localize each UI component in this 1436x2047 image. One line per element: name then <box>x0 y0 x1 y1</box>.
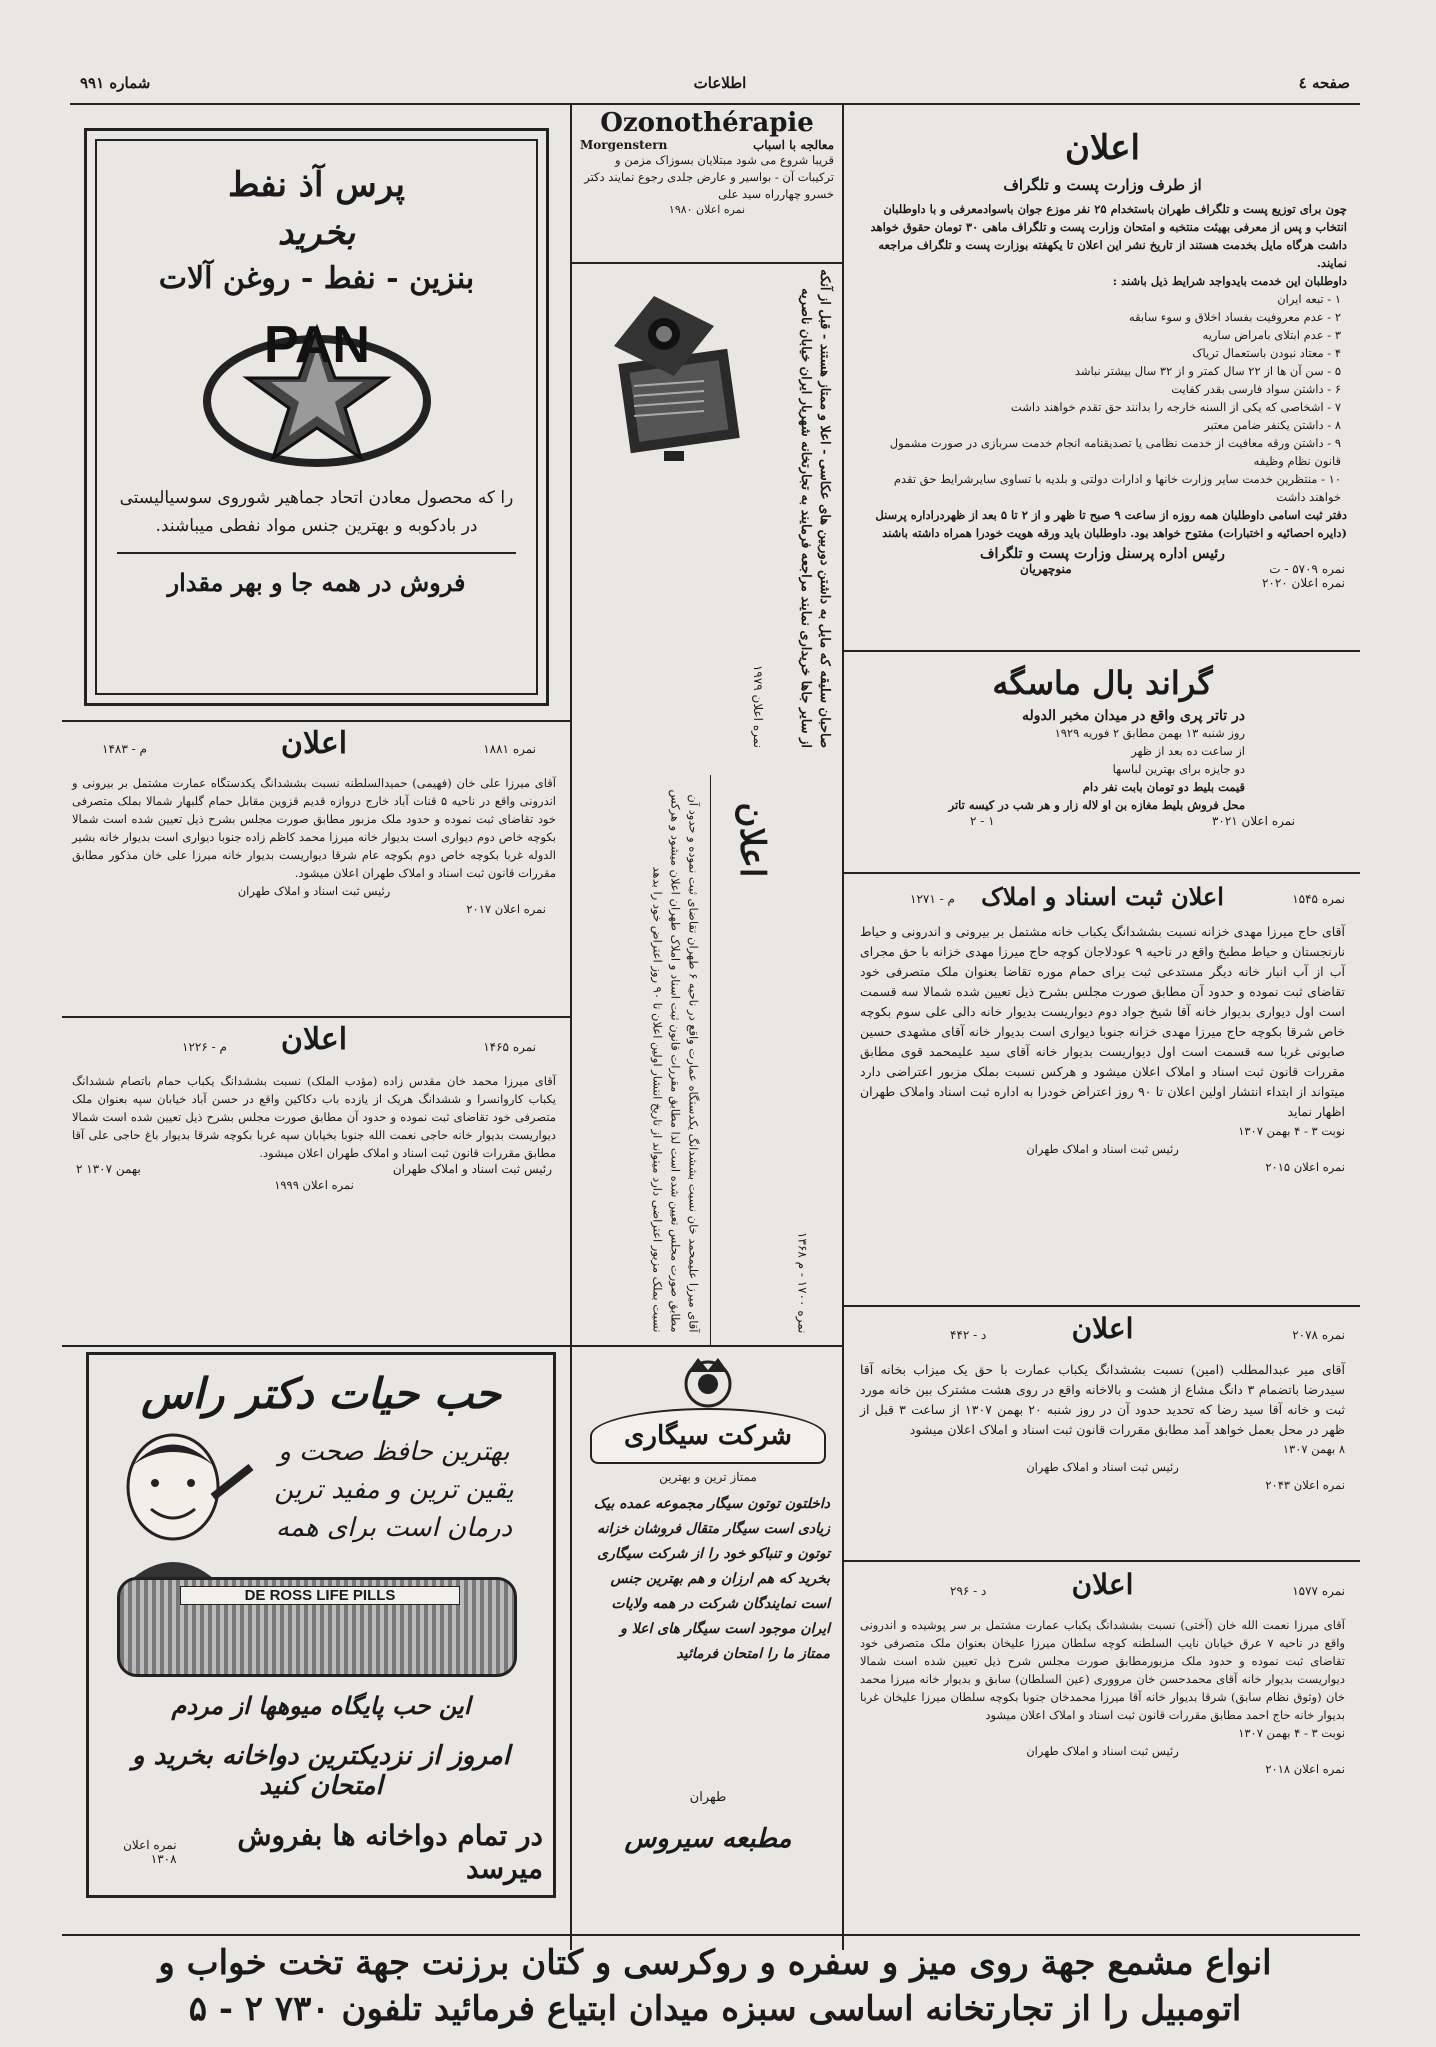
ad-number: نمره ۱۵۷۷ <box>1292 1584 1345 1598</box>
pills-tagline <box>259 1433 529 1547</box>
rule <box>62 1345 570 1347</box>
ad-title: اعلان <box>1071 1312 1134 1345</box>
registry-ad-1577 <box>850 1568 1355 1938</box>
pills-line2: یقین ترین و مفید ترین <box>274 1475 514 1505</box>
ball-date: روز شنبه ۱۳ بهمن مطابق ۲ فوریه ۱۹۲۹ <box>1054 726 1245 740</box>
ad-code: م - ۱۲۲۶ <box>182 1040 227 1054</box>
folding-camera-illustration <box>594 286 754 476</box>
ad-date: نوبت ۳ - ۴ بهمن ۱۳۰۷ <box>1238 1726 1345 1740</box>
condition-item: ۵ - سن آن ها از ۲۲ سال کمتر و از ۳۲ سال بیشتر نباشد <box>1074 364 1341 378</box>
condition-item: ۹ - داشتن ورقه معافیت از خدمت نظامی یا تصدیقنامه انجام خدمت سربازی در صورت مشمول قانون نظام وظیفه <box>889 436 1341 468</box>
ad-notice-number: نمره اعلان ۲۰۱۵ <box>1265 1160 1345 1174</box>
pan-ad-frame <box>84 128 549 706</box>
pan-line3: بنزین - نفط - روغن آلات <box>158 261 475 296</box>
mid-divider <box>710 775 711 1345</box>
pills-box-illustration <box>117 1577 517 1677</box>
ball-time: از ساعت ده بعد از ظهر <box>1131 744 1245 758</box>
ad-signature: رئیس ثبت اسناد و املاک طهران <box>392 1162 552 1176</box>
cigarette-banner: شرکت سیگاری <box>590 1408 826 1464</box>
ad-number: نمره ۱۵۴۵ <box>1292 892 1345 906</box>
pan-line4: را که محصول معادن اتحاد جماهیر شوروی سوسیالیستی <box>119 488 514 508</box>
postal-ref: نمره ۵۷۰۹ - ت <box>1269 562 1345 576</box>
ad-body: آقای حاج میرزا مهدی خزانه نسبت بششدانگ یکباب خانه مشتمل بر بیرونی و اندرونی و حیاط نارنجستان و حیاط مطبخ واقع در ناحیه ۹ عودلاجان کوچه حاج میرزا مهدی خزانه با حق مجرای آب از آب انبار خانه دیگر مستدعی ثبت برای حمام موره تقاضا بعنوان ملک متصرفی خود تقاضای ثبت نموده و حدود آن مطابق صورت مجلس بشرح ذیل تعیین شده شمالا سه قسمت است اول دیواری بدیوار خانه آقا شیخ جواد دوم دیواریست بدیوار خانه دالی علی سوم بکوچه خاص شرقا بکوچه حاج میرزا مهدی خزانه جنوبا دیواری است بدیوار خانه آقای مشهدی حسین صابونی غربا سه قسمت است اول دیواریست بدیوار خانه آقای سید علیمحمد قوی مطابق مقررات قانون ثبت اسناد و املاک اعلان میشود و هرکس نسبت بملک مزبور اعتراضی دارد میتواند از ابتداء انتشار اولین اعلان تا ۹۰ روز اعتراض خودرا به اداره ثبت اسناد واملاک طهران اظهار نماید <box>860 924 1345 1119</box>
vertical-ad-left <box>576 778 708 1343</box>
bottom-line1: انواع مشمع جهة روی میز و سفره و روکرسی و کتان برزنت جهة تخت خواب و <box>158 1943 1272 1983</box>
ad-notice-number: نمره اعلان ۲۰۴۳ <box>1265 1478 1345 1492</box>
pills-title: حب حیات دکتر راس <box>141 1369 501 1418</box>
rule <box>62 1016 570 1018</box>
ozone-ad-number: نمره اعلان ۱۹۸۰ <box>668 203 746 216</box>
registry-ad-2078 <box>850 1312 1355 1557</box>
condition-item: ۲ - عدم معروفیت بفساد اخلاق و سوء سابقه <box>1128 310 1341 324</box>
cigarette-subtitle: ممتاز ترین و بهترین <box>659 1470 757 1484</box>
ad-code: م - ۱۴۸۳ <box>102 742 147 756</box>
cigarette-body: داخلتون توتون سیگار مجموعه عمده بیک زیادی است سیگار متقال فروشان خزانه توتون و تنباکو خود را از شرکت سیگاری بخرید که هم ارزان و هم بهترین جنس است نمایندگان شرکت در همه ولایات ایران موجود است سیگار های اعلا و ممتاز ما را امتحان فرمائید <box>593 1496 830 1662</box>
ad-title: اعلان ثبت اسناد و املاک <box>981 882 1224 911</box>
ball-ticket-price: قیمت بلیط دو تومان بابت نفر دام <box>1082 780 1245 794</box>
rule <box>572 262 842 264</box>
registry-ad-1881 <box>62 726 566 976</box>
rule <box>844 1560 1360 1562</box>
vertical-wrap-a <box>576 778 708 1343</box>
ozone-subtitle: معالجه با اسباب <box>752 138 834 152</box>
man-portrait-illustration <box>103 1427 253 1587</box>
ad-signature: رئیس ثبت اسناد و املاک طهران <box>1026 1460 1179 1474</box>
ozone-title: Ozonothérapie <box>600 108 814 138</box>
ad-code: م - ۱۲۷۱ <box>910 892 955 906</box>
rule <box>844 650 1360 652</box>
camera-text: صاحبان سلیقه که مایل به داشتن دوربین های عکاسی - اعلا و ممتاز هستند - قبل از آنکه از سایر جاها خریداری نمایند مراجعه فرمایند به تجارتخانه شهریار ایران خیابان ناصریه <box>798 269 832 748</box>
ball-title: گراند بال ماسگه <box>992 664 1213 702</box>
ad-notice-number: نمره اعلان ۱۹۹۹ <box>274 1178 354 1192</box>
pills-box-label: DE ROSS LIFE PILLS <box>180 1586 460 1605</box>
postal-conditions <box>850 290 1355 506</box>
condition-item: ۸ - داشتن یکنفر ضامن معتبر <box>1204 418 1341 432</box>
pan-ad-inner <box>95 139 538 695</box>
ozone-body: قریبا شروع می شود مبتلایان بسوزاک مزمن و ترکیبات آن - بواسیر و عارض جلدی رجوع نمایند دکتر خسرو چهارراه سید علی <box>584 153 834 201</box>
ad-body: آقای میرزا علی خان (فهیمی) حمیدالسلطنه نسبت بششدانگ یکدستگاه عمارت مشتمل بر بیرونی و اندرونی واقع در ناحیه ۵ قنات آباد خارج دروازه قدیم قزوین مقابل حمام گلبهار شمالا بملک متصرفی خود تقاضای ثبت نموده و حدود ملک مزبور مطابق صورت مجلس بشرح ذیل تعیین شده است شمالا بکوچه خاص دوم دیواری است بدیوار خانه میرزا محمد کاظم زاده جنوبا دیواری است بدیوار خانه بشیر الدوله غربا بکوچه خاص دوم بکوچه عام شرقا دیواریست بدیوار خانه میرزا علی خان مذکور مطابق مقررات قانون ثبت اسناد و املاک طهران اعلان میشود. <box>72 776 557 880</box>
pan-line5: در بادکوبه و بهترین جنس مواد نفطی میباشند. <box>155 516 478 536</box>
vertical-wrap-b <box>714 778 772 1343</box>
camera-ad <box>576 268 838 768</box>
ad-date: نوبت ۳ - ۴ بهمن ۱۳۰۷ <box>1238 1124 1345 1138</box>
ad-code: د - ۲۹۶ <box>950 1584 987 1598</box>
bottom-rule <box>62 1934 1360 1936</box>
condition-item: ۶ - داشتن سواد فارسی بقدر کفایت <box>1171 382 1341 396</box>
ad-body: آقای میرزا محمد خان مقدس زاده (مؤدب الملک) نسبت بششدانگ یکباب حمام باتصام ششدانگ یکباب کاروانسرا و ششدانگ هریک از یازده باب دکاکین واقع در حسن آباد خیابان سپه بعنوان ملک متصرفی خود تقاضای ثبت نموده و حدود آن مطابق صورت مجلس بشرح ذیل تعیین شده است شمالا دیواریست بدیوار خانه حاجی نعمت الله جنوبا بخیابان سپه غربا بکوچه شرقا بدیوار باغ حاجی علی آقا مطابق مقررات قانون ثبت اسناد و املاک طهران اعلان میشود. <box>72 1074 556 1160</box>
ad-title: اعلان <box>280 1022 348 1057</box>
ad-body: آقای میر عبدالمطلب (امین) نسبت بششدانگ یکباب عمارت با حق یک میزاب بخانه آقا سیدرضا باتضمام ۳ دانگ مشاع از هشت و بالاخانه واقع در روی هشت مشترک بین خانه مورد ثبت و خانه آقا سید رضا که تحدید حدود آن در روز شنبه ۲۰ بهمن ۱۳۰۷ از ساعت ۳ قبل از ظهر در محل بعمل خواهد آمد مطابق مقررات قانون ثبت اسناد و املاک اعلان میشود <box>860 1362 1345 1437</box>
vertical-ad-right <box>714 778 838 1343</box>
postal-closing: دفتر ثبت اسامی داوطلبان همه روزه از ساعت ۹ صبح تا ظهر و از ۲ تا ۵ بعد از ظهردراداره پرسنل (دایره احصائیه و اختبارات) مفتوح خواهد بود. داوطلبان باید ورقه هویت خودرا همراه داشته باشند <box>875 508 1347 540</box>
ad-number: نمره ۲۰۷۸ <box>1292 1328 1345 1342</box>
ball-prizes: دو جایزه برای بهترین لباسها <box>1112 762 1245 776</box>
newspaper-title: اطلاعات <box>693 74 747 92</box>
ad-date: ۲ بهمن ۱۳۰۷ <box>76 1162 141 1176</box>
postal-intro: چون برای توزیع پست و تلگراف طهران باستخدام ۲۵ نفر موزع جوان باسوادمعرفی و با داوطلبان انتخاب و پس از معرفی بهیئت منتخبه و امتحان وزارت پست و تلگراف ماهی ۳۰ تومان حقوق خواهد داشت هرگاه مایل بخدمت هستند از تاریخ نشر این اعلان تا یکهفته بوزارت پست و تلگراف مراجعه نمایند. <box>870 202 1347 270</box>
ball-ticket-sale: محل فروش بلیط مغازه بن او لاله زار و هر شب در کیسه تاتر <box>948 798 1245 812</box>
condition-item: ۷ - اشخاصی که یکی از السنه خارجه را بدانند حق تقدم خواهند داشت <box>1010 400 1341 414</box>
ball-ref: ۲ - ۱ <box>970 814 995 828</box>
column-rule-right <box>842 105 844 1950</box>
bottom-banner <box>70 1940 1360 2032</box>
page-number: صفحه ٤ <box>1298 74 1350 92</box>
condition-item: ۴ - معتاد نبودن باستعمال تریاک <box>1192 346 1341 360</box>
registry-ad-1545 <box>850 880 1355 1300</box>
pills-ad-number: نمره اعلان ۱۳۰۸ <box>123 1838 177 1866</box>
cigarette-ad <box>580 1352 836 1912</box>
ad-number: نمره ۱۴۶۵ <box>483 1040 536 1054</box>
pan-line6: فروش در همه جا و بهر مقدار <box>167 568 466 597</box>
ad-notice-number: نمره اعلان ۲۰۱۸ <box>1265 1762 1345 1776</box>
pan-divider <box>117 552 516 554</box>
pan-line1: پرس آذ نفط <box>228 165 405 205</box>
ball-venue: در تاتر پری واقع در میدان مخبر الدوله <box>1021 708 1245 724</box>
postal-sign-name: منوچهریان <box>1020 562 1072 576</box>
cigarette-sign: طهران <box>689 1790 727 1805</box>
pan-logo-text: PAN <box>263 316 370 374</box>
rule <box>572 1345 842 1347</box>
pills-ad-frame <box>86 1352 556 1898</box>
ad-date: ۸ بهمن ۱۳۰۷ <box>1282 1442 1345 1456</box>
pan-line2: بخرید <box>277 213 356 253</box>
bottom-line2: اتومبیل را از تجارتخانه اساسی سبزه میدان ابتیاع فرمائید تلفون ۷۳۰ ۲ - ۵ <box>188 1989 1242 2029</box>
vertical-ad-text: آقای میرزا علیمحمد خان نسبت بششدانگ یکدستگاه عمارت واقع در ناحیه ۶ طهران تقاضای ثبت نموده و حدود آن مطابق صورت مجلس تعیین شده است لذا مطابق مقررات قانون ثبت اسناد و املاک طهران اعلان میشود و هرکس نسبت بملک مزبور اعتراضی دارد میتواند از تاریخ انتشار اولین اعلان تا ۹۰ روز اعتراض خود را بدهد <box>650 789 701 1333</box>
ad-signature: رئیس ثبت اسناد و املاک طهران <box>1026 1142 1179 1156</box>
postal-title: اعلان <box>1065 128 1140 168</box>
cigarette-footer: مطبعه سیروس <box>624 1824 792 1854</box>
camera-ad-number: نمره اعلان ۱۹۷۹ <box>751 664 765 748</box>
postal-conditions-head: داوطلبان این خدمت بایدواجد شرایط ذیل باشند : <box>1112 274 1347 288</box>
ad-signature: رئیس ثبت اسناد و املاک طهران <box>1026 1744 1179 1758</box>
header-rule <box>70 103 1360 105</box>
ozone-subtitle-latin: Morgenstern <box>580 138 668 152</box>
condition-item: ۱۰ - منتظرین خدمت سایر وزارت خانها و ادارات دولتی و بلدیه با تساوی سایرشرایط حق تقدم خواهند داشت <box>893 472 1341 504</box>
vertical-ad-number: نمره ۱۷۰۰ - م ۱۳۶۸ <box>795 1232 810 1334</box>
rule <box>844 1305 1360 1307</box>
pills-footer-row <box>99 1819 543 1885</box>
column-rule-left <box>570 105 572 1950</box>
crown-emblem-icon <box>658 1352 758 1412</box>
pills-line3: درمان است برای همه <box>275 1513 513 1543</box>
ball-ad <box>850 658 1355 868</box>
ozonotherapie-ad <box>576 108 838 278</box>
rule <box>844 872 1360 874</box>
postal-ad-number: نمره اعلان ۲۰۲۰ <box>1261 576 1345 590</box>
ball-ad-number: نمره اعلان ۳۰۲۱ <box>1211 814 1295 828</box>
ad-signature: رئیس ثبت اسناد و املاک طهران <box>237 884 391 898</box>
condition-item: ۱ - تبعه ایران <box>1277 292 1341 306</box>
pills-line4: این حب پایگاه میوهها از مردم <box>171 1691 471 1720</box>
postal-signature: رئیس اداره پرسنل وزارت پست و تلگراف <box>980 546 1225 562</box>
postal-ad <box>850 110 1355 650</box>
vertical-ad-title: اعلان <box>732 802 772 878</box>
postal-subtitle: از طرف وزارت پست و تلگراف <box>1003 176 1202 194</box>
pills-line1: بهترین حافظ صحت و <box>278 1437 510 1467</box>
ad-notice-number: نمره اعلان ۲۰۱۷ <box>466 902 546 916</box>
pan-star-logo <box>187 306 447 476</box>
ad-body: آقای میرزا نعمت الله خان (آختی) نسبت بششدانگ یکباب عمارت مشتمل بر سر پوشیده و اندرونی واقع در ناحیه ۷ عرق خیابان نایب السلطنه کوچه سلطان میرزا علیخان بعنوان ملک متصرفی خود تقاضای ثبت نموده و حدود ملک مزبورمطابق صورت مجلس شرح ذیل تعیین شده است شمالا دیواریست بدیوار خانه آقای محمدحسن خان مرووری (عین السلطان) سابق و بدیوار خانه میرزا محمد خان (وثوق نظام سابق) شرقا بدیوار خانه آقا میرزا محمدخان جنوبا بکوچه سلطان میرزا علیخان غربا بدیوار خانه حاج احمد مطابق مقررات قانون ثبت اسناد و املاک اعلان میشود <box>860 1618 1345 1722</box>
camera-vertical-text <box>766 268 836 758</box>
registry-ad-1465 <box>62 1022 566 1342</box>
ad-title: اعلان <box>280 726 348 761</box>
condition-item: ۳ - عدم ابتلای بامراض ساریه <box>1202 328 1341 342</box>
rule <box>62 720 570 722</box>
pills-footer: در تمام دواخانه ها بفروش میرسد <box>237 1819 543 1885</box>
ad-code: د - ۴۴۲ <box>950 1328 987 1342</box>
vertical-wrap-c <box>764 778 838 1343</box>
pills-line5: امروز از نزدیکترین دواخانه بخرید و امتحان کنید <box>132 1741 510 1801</box>
ad-title: اعلان <box>1071 1568 1134 1601</box>
ad-number: نمره ۱۸۸۱ <box>483 742 536 756</box>
issue-number: شماره ٩٩١ <box>80 74 151 92</box>
